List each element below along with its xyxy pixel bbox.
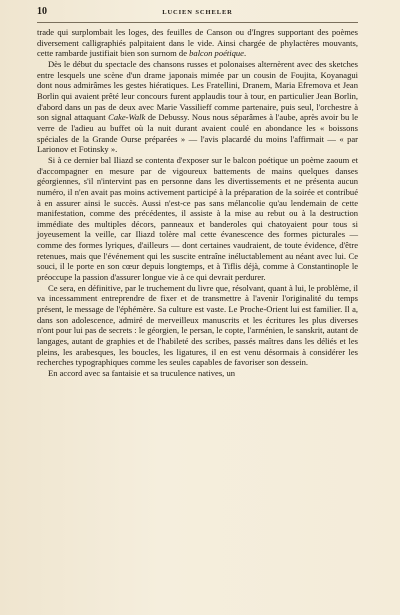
paragraph-1 bbox=[37, 27, 358, 59]
running-head bbox=[37, 6, 358, 20]
paragraph-1-text: trade qui surplombait les loges, des feuilles de Canson ou d'Ingres supportant des poèmes diversement calligraphiés palpitaient dans le vide. Ainsi chargée de phylactères mouvants, cette rambarde justifiait bien son surnom de bbox=[37, 27, 358, 59]
paragraph-5 bbox=[37, 368, 358, 379]
paragraph-4 bbox=[37, 283, 358, 368]
page-number: 10 bbox=[37, 6, 47, 17]
paragraph-1-tail: . bbox=[243, 48, 247, 59]
body-text bbox=[37, 27, 358, 379]
paragraph-2-tail: de Debussy. Nous nous séparâmes à l'aube, après avoir bu le verre de l'adieu au buffet où la nuit durant avaient coulé en abondance les « boissons spéciales de la Grande Ourse préparées » — l'avis placardé du moins l'affirmait — « par Larionov et Fotinsky ». bbox=[37, 112, 358, 155]
paragraph-3-text: Si à ce dernier bal Iliazd se contenta d'exposer sur le balcon poétique un poème zaoum et d'accompagner en mesure par de vigoureux battements de mains quelques danses géorgiennes, s'il n'intervint pas en personne dans les divertissements et ne présenta aucun numéro, il n'en avait pas moins activement participé à la préparation de la soirée et contribué à en assurer ainsi le succès. Aussi n'est-ce pas sans mélancolie qu'au lendemain de cette manifestation, comme des précédentes, il assiste à la mise au rebut ou à la destruction immédiate des multiples décors, panneaux et banderoles qui chatoyaient pour tous si joyeusement la veille, car Iliazd tolère mal cette évanescence des formes picturales — comme des formes lyriques, d'ailleurs — dont certaines vaudraient, de toute évidence, d'être retenues, mais que l'événement qui les suscite entraîne inéluctablement au néant avec lui. Ce souci, il le porte en son cœur depuis longtemps, et à Tiflis déjà, comme à Constantinople le préoccupe la passion d'assurer longue vie à ce qui devrait perdurer. bbox=[37, 154, 358, 283]
header-rule bbox=[37, 22, 358, 23]
running-title: LUCIEN SCHELER bbox=[162, 9, 233, 16]
paragraph-5-text: En accord avec sa fantaisie et sa truculence natives, un bbox=[48, 368, 235, 378]
paragraph-2 bbox=[37, 59, 358, 155]
paragraph-2-text: Dès le début du spectacle des chansons russes et polonaises alternèrent avec des sketches entre lesquels une scène d'un drame japonais mimée par un cousin de Foujita, Koyanagui dont nous admirâmes les gestes hiératiques. Les Fratellini, Dranem, Maria Efremova et Jean Borlin qui avaient prêté leur concours furent applaudis tour à tour, en particulier Jean Borlin, d'abord dans un pas de deux avec Marie Vassilieff comme partenaire, puis seul, l'orchestre à son signal attaquant bbox=[37, 58, 358, 123]
paragraph-4-text: Ce sera, en définitive, par le truchement du livre que, résolvant, quant à lui, le problème, il va incessamment entreprendre de fixer et de transmettre à l'avenir l'originalité du temps présent, le message de l'éphémère. Sa culture est vaste. Le Proche-Orient lui est familier. Il a, dans son adolescence, admiré de merveilleux manuscrits et les écritures les plus diverses n'ont pour lui pas de secrets : le géorgien, le persan, le copte, l'arménien, le sanskrit, autant de langages, autant de graphies et de l'habileté des scribes, passés maîtres dans les déliés et les pleins, les arabesques, les boucles, les ligatures, il en est venu désormais à considérer les recherches typographiques comme les seules capables de favoriser son dessein. bbox=[37, 282, 358, 368]
paragraph-2-italic: Cake-Walk bbox=[108, 112, 146, 123]
paragraph-3 bbox=[37, 155, 358, 283]
paragraph-1-italic: balcon poétique bbox=[189, 48, 244, 59]
